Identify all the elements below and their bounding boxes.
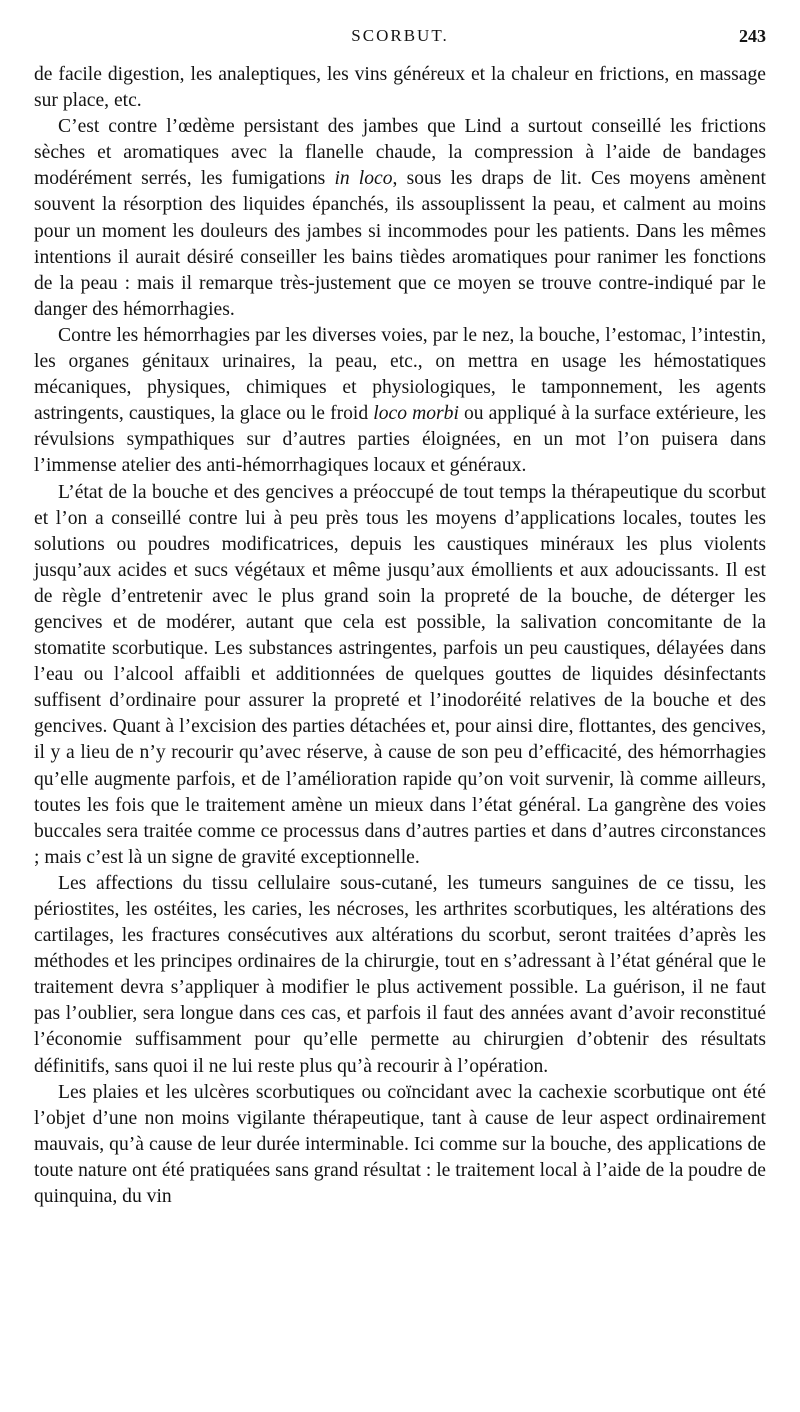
paragraph bbox=[34, 480, 766, 871]
text-run: ou appliqué à la surface extérieure, les révulsions sympathiques sur d’autres parties éloignées, en un mot l’on puisera dans l’immense atelier des anti-hémorrhagiques locaux et généraux. bbox=[34, 403, 767, 477]
text-run: , sous les draps de lit. Ces moyens amènent souvent la résorption des liquides épanchés, ils assouplissent la peau, et calment au moins pour un moment les douleurs des jambes si incommodes pour les patients. Dans les mêmes intentions il aurait désiré conseiller les bains tièdes aromatiques pour ranimer les fonctions de la peau : mais il remarque très-justement que ce moyen se trouve contre-indiqué par le danger des hémorrhagies. bbox=[34, 168, 766, 320]
paragraph bbox=[34, 323, 766, 480]
text-run: L’état de la bouche et des gencives a préoccupé de tout temps la thérapeutique du scorbut et l’on a conseillé contre lui à peu près tous les moyens d’applications locales, toutes les solutions ou poudres modificatrices, depuis les caustiques minéraux les plus violents jusqu’aux acides et sucs végétaux et même jusqu’aux émollients et aux adoucissants. Il est de règle d’entretenir avec le plus grand soin la propreté de la bouche, de déterger les gencives et de modérer, autant que cela est possible, la salivation concomitante de la stomatite scorbutique. Les substances astringentes, parfois un peu caustiques, délayées dans l’eau ou l’alcool affaibli et additionnées de quelques gouttes de liquides désinfectants suffisent d’ordinaire pour assurer la propreté et l’inodoréité relatives de la bouche et des gencives. Quant à l’excision des parties détachées et, pour ainsi dire, flottantes, des gencives, il y a lieu de n’y recourir qu’avec réserve, à cause de son peu d’efficacité, des hémorrhagies qu’elle augmente parfois, et de l’amélioration rapide qu’on voit survenir, là comme ailleurs, toutes les fois que le traitement amène un mieux dans l’état général. La gangrène des voies buccales sera traitée comme ce processus dans d’autres parties et dans d’autres circonstances ; mais c’est là un signe de gravité exceptionnelle. bbox=[34, 481, 766, 868]
text-run: de facile digestion, les analeptiques, les vins généreux et la chaleur en frictions, en massage sur place, etc. bbox=[34, 64, 766, 112]
paragraph bbox=[34, 1080, 766, 1210]
text-run: Les affections du tissu cellulaire sous-cutané, les tumeurs sanguines de ce tissu, les périostites, les ostéites, les caries, les nécroses, les arthrites scorbutiques, les altérations des cartilages, les fractures consécutives aux altérations du scorbut, seront traitées d’après les méthodes et les principes ordinaires de la chirurgie, tout en s’adressant à l’état général que le traitement devra s’appliquer à modifier le plus activement possible. La guérison, il ne faut pas l’oublier, sera longue dans ces cas, et parfois il faut des années avant d’avoir reconstitué l’économie suffisamment pour qu’elle permette au chirurgien d’obtenir des résultats définitifs, sans quoi il ne lui reste plus qu’à recourir à l’opération. bbox=[34, 872, 766, 1077]
page-number: 243 bbox=[739, 26, 766, 46]
paragraph bbox=[34, 62, 766, 114]
body-text bbox=[34, 62, 766, 1210]
paragraph bbox=[34, 114, 766, 323]
text-run: Contre les hémorrhagies par les diverses voies, par le nez, la bouche, l’estomac, l’intestin, les organes génitaux urinaires, la peau, etc., on mettra en usage les hémostatiques mécaniques, physiques, chimiques et physiologiques, le tamponnement, les agents astringents, caustiques, la glace ou le froid bbox=[34, 324, 766, 425]
page-header bbox=[34, 26, 766, 48]
text-run: Les plaies et les ulcères scorbutiques ou coïncidant avec la cachexie scorbutique ont été l’objet d’une non moins vigilante thérapeutique, tant à cause de leur aspect ordinairement mauvais, qu’à cause de leur durée interminable. Ici comme sur la bouche, des applications de toute nature ont été pratiquées sans grand résultat : le traitement local à l’aide de la poudre de quinquina, du vin bbox=[34, 1081, 766, 1208]
italic-phrase: loco morbi bbox=[373, 403, 459, 425]
paragraph bbox=[34, 871, 766, 1080]
italic-phrase: in loco bbox=[334, 168, 393, 190]
running-title: SCORBUT. bbox=[351, 26, 449, 45]
text-run: C’est contre l’œdème persistant des jambes que Lind a surtout conseillé les frictions sèches et aromatiques avec la flanelle chaude, la compression à l’aide de bandages modérément serrés, les fumigations bbox=[34, 116, 766, 190]
